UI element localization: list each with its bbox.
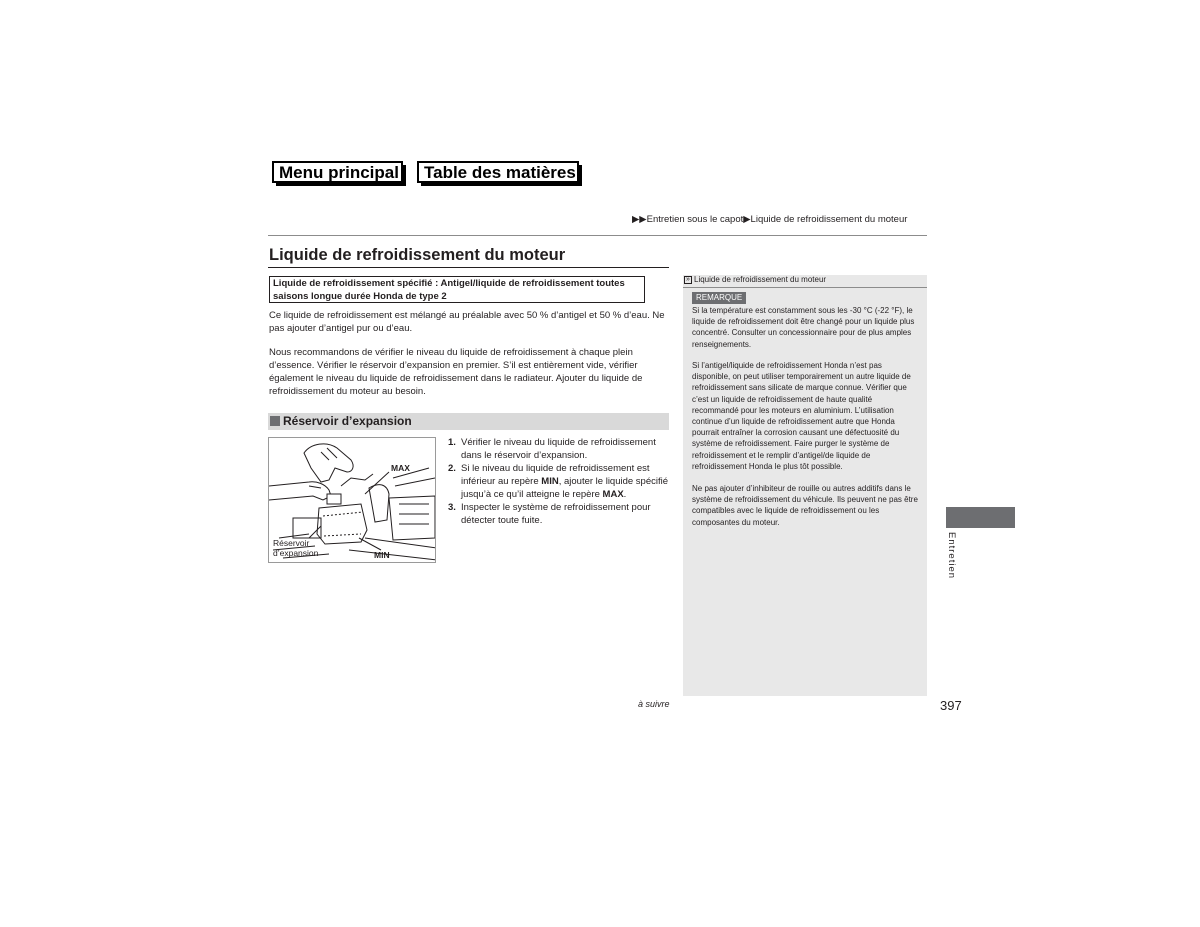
remarque-badge: REMARQUE	[692, 292, 746, 304]
tank-label-line1: Réservoir	[273, 538, 310, 548]
section-tab-label: Entretien	[946, 532, 957, 580]
specified-coolant-box: Liquide de refroidissement spécifié : Antigel/liquide de refroidissement toutes saisons longue durée Honda de type 2	[269, 276, 645, 303]
expansion-tank-illustration	[268, 437, 436, 563]
breadcrumb: ▶▶Entretien sous le capot▶Liquide de refroidissement du moteur	[632, 214, 908, 225]
step-text: , ajouter le liquide spécifié jusqu’à ce qu’il atteigne le repère	[461, 476, 669, 500]
step-bold-max: MAX	[602, 489, 624, 500]
step-text: Vérifier le niveau du liquide de refroidissement dans le réservoir d’expansion.	[461, 437, 656, 461]
note-reference-icon: »	[684, 276, 692, 284]
step-number: 2.	[448, 463, 456, 474]
note-paragraph: Si l’antigel/liquide de refroidissement Honda n’est pas disponible, on peut utiliser temporairement un autre liquide de refroidissement sans silicate de marque connue. Vérifier que c’est un liquide de refroidissement de haute qualité recommandé pour les moteurs en aluminium. L’utilisation continue d’un liquide de refroidissement autre que Honda pourrait entraîner la corrosion causant une défectuosité du système de refroidissement. Faire purger le système de refroidissement et le remplir d’antigel/de liquide de refroidissement Honda le plus tôt possible.	[692, 361, 911, 471]
list-item	[448, 436, 670, 462]
section-heading-label: Réservoir d’expansion	[283, 414, 412, 428]
section-square-icon	[270, 416, 280, 426]
min-mark-label: MIN	[374, 550, 390, 560]
tank-label-line2: d’expansion	[273, 548, 319, 558]
continued-label: à suivre	[638, 699, 670, 709]
note-header-label: Liquide de refroidissement du moteur	[694, 275, 827, 284]
step-text: .	[623, 489, 627, 500]
note-header	[683, 275, 927, 288]
note-paragraph: Ne pas ajouter d’inhibiteur de rouille ou autres additifs dans le système de refroidissement du véhicule. Ils peuvent ne pas être compatibles avec le liquide de refroidissement ou les composantes du moteur.	[692, 484, 918, 527]
paragraph-recommendation: Nous recommandons de vérifier le niveau du liquide de refroidissement à chaque plein d’essence. Vérifier le réservoir d’expansion en premier. S’il est entièrement vide, vérifier également le niveau du liquide de refroidissement dans le radiateur. Ajouter du liquide de refroidissement du moteur au besoin.	[269, 347, 643, 397]
step-number: 3.	[448, 502, 456, 513]
page-title: Liquide de refroidissement du moteur	[269, 246, 566, 264]
side-note-panel	[683, 275, 927, 696]
page-number: 397	[940, 698, 962, 713]
step-text: Inspecter le système de refroidissement pour détecter toute fuite.	[461, 502, 651, 526]
section-heading-reservoir	[268, 413, 669, 430]
note-paragraph: Si la température est constamment sous les -30 °C (-22 °F), le liquide de refroidissement doit être changé pour un liquide plus concentré. Consulter un concessionnaire pour de plus amples renseignements.	[692, 306, 915, 349]
section-tab-marker[interactable]	[946, 507, 1015, 528]
max-mark-label: MAX	[391, 463, 410, 473]
step-number: 1.	[448, 437, 456, 448]
list-item	[448, 501, 670, 527]
menu-principal-button[interactable]: Menu principal	[272, 161, 403, 183]
paragraph-premix: Ce liquide de refroidissement est mélangé au préalable avec 50 % d’antigel et 50 % d’eau. Ne pas ajouter d’antigel pur ou d’eau.	[269, 310, 665, 334]
steps-list	[448, 436, 670, 527]
table-des-matieres-button[interactable]: Table des matières	[417, 161, 579, 183]
list-item	[448, 462, 670, 501]
step-bold-min: MIN	[541, 476, 559, 487]
step-text: Si le niveau du liquide de refroidissement est inférieur au repère	[461, 463, 650, 487]
header-divider	[268, 235, 927, 236]
title-underline	[268, 267, 669, 268]
